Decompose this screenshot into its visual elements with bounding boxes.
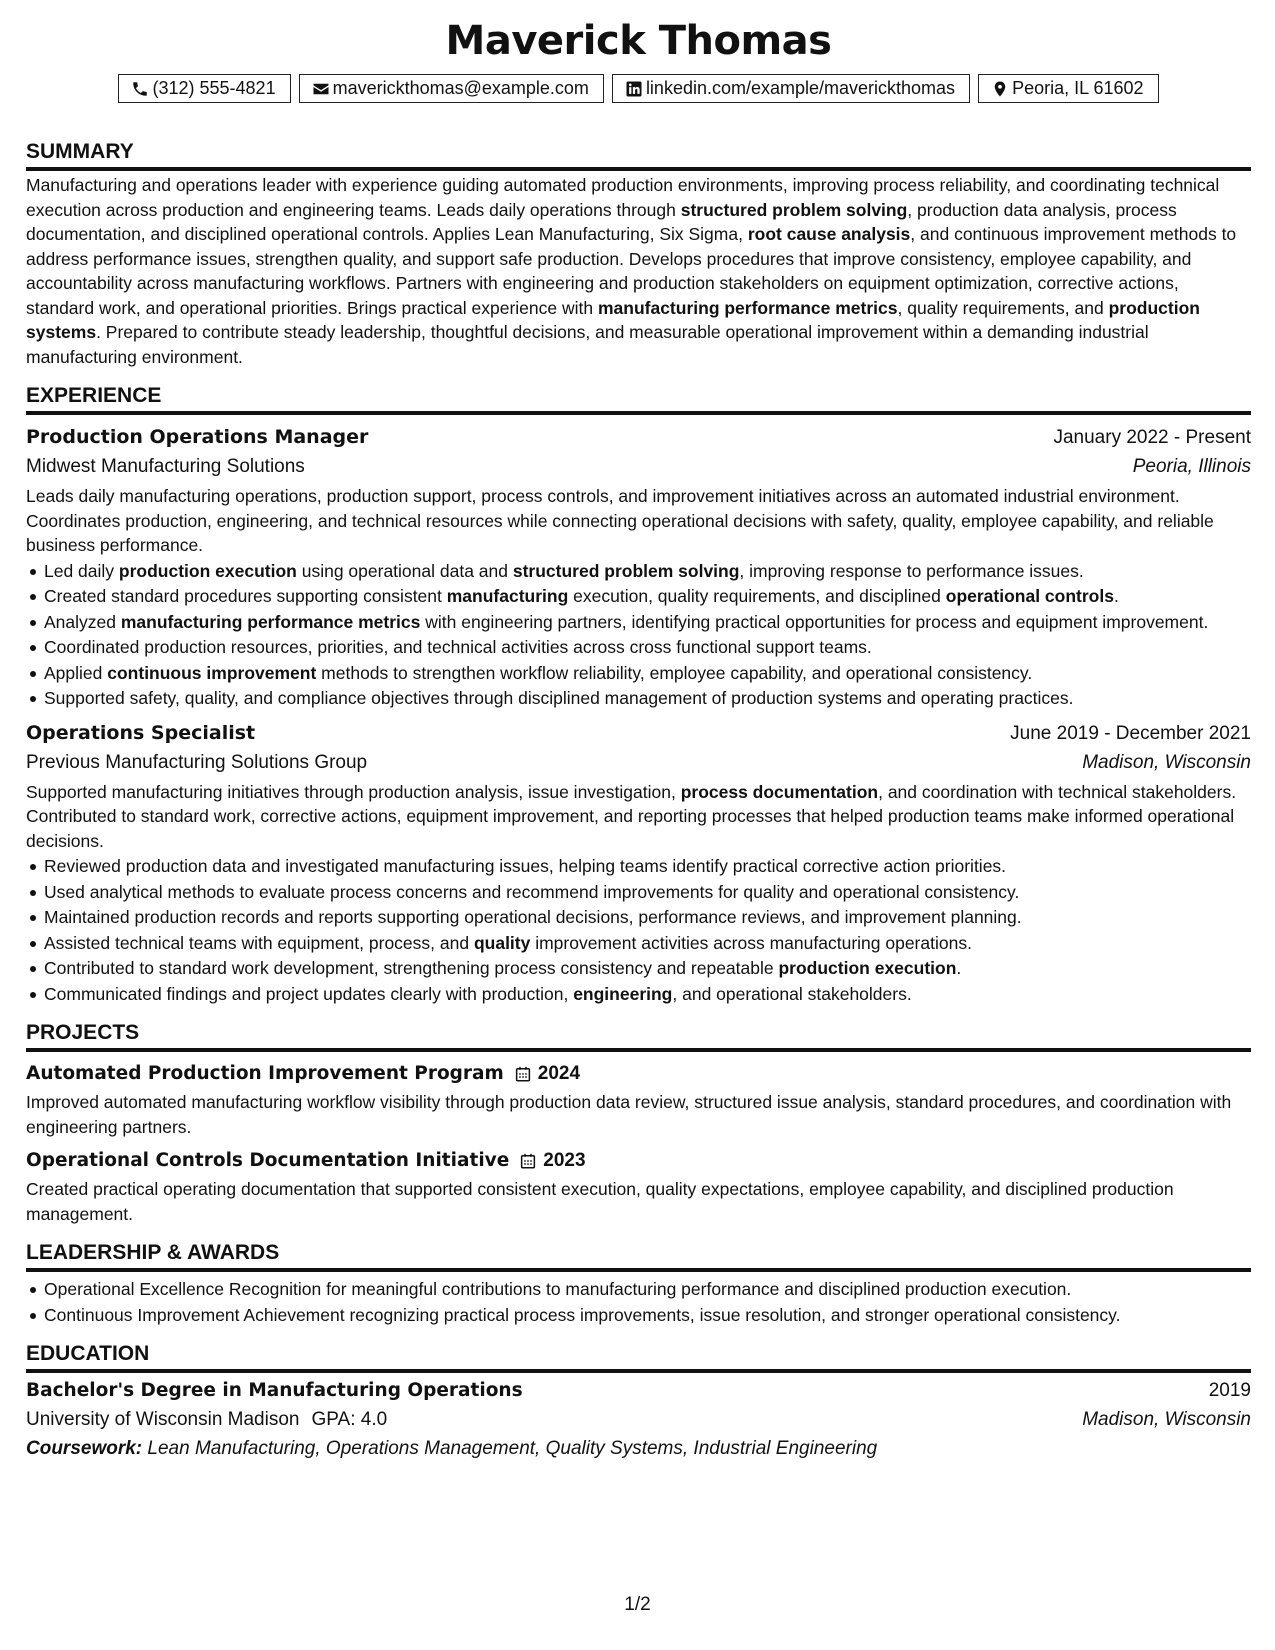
job-dates: January 2022 - Present [1053, 427, 1251, 448]
section-title-experience: EXPERIENCE [26, 383, 1251, 415]
job-company: Midwest Manufacturing Solutions [26, 456, 305, 477]
education-year: 2019 [1208, 1380, 1251, 1401]
bullet-item: Communicated findings and project updates clearly with production, engineering, and operational stakeholders. [44, 983, 1251, 1007]
coursework-label: Coursework: [26, 1438, 143, 1459]
job-description: Supported manufacturing initiatives through production analysis, issue investigation, process documentation, and coordination with technical stakeholders. Contributed to standard work, corrective actions, equipment improvement, and reporting processes that helped production teams make informed operational decisions. [26, 781, 1237, 851]
map-pin-icon [991, 80, 1009, 98]
experience-section [26, 383, 1251, 1006]
job-location: Madison, Wisconsin [1082, 751, 1251, 773]
coursework-list: Lean Manufacturing, Operations Management, Quality Systems, Industrial Engineering [147, 1438, 878, 1459]
job-entry [26, 719, 1251, 1007]
education-location: Madison, Wisconsin [1082, 1409, 1251, 1430]
project-description: Created practical operating documentation that supported consistent execution, quality expectations, employee capability, and disciplined production management. [26, 1179, 1174, 1224]
bullet-item: Applied continuous improvement methods to strengthen workflow reliability, employee capability, and operational consistency. [44, 662, 1251, 686]
page-number: 1/2 [624, 1594, 651, 1615]
calendar-icon [514, 1065, 532, 1083]
contact-email-text: maverickthomas@example.com [332, 78, 589, 98]
project-entry [26, 1060, 1251, 1139]
education-school: University of Wisconsin Madison [26, 1409, 300, 1430]
job-title: Operations Specialist [26, 721, 256, 744]
contact-phone[interactable] [118, 74, 290, 103]
project-year: 2023 [543, 1150, 586, 1171]
contact-email[interactable] [299, 74, 604, 103]
linkedin-icon [625, 80, 643, 98]
project-title: Automated Production Improvement Program [26, 1063, 504, 1084]
award-item: Continuous Improvement Achievement recognizing practical process improvements, issue resolution, and stronger operational consistency. [44, 1304, 1251, 1328]
project-entry [26, 1147, 1251, 1226]
bullet-item: Maintained production records and reports supporting operational decisions, performance reviews, and improvement planning. [44, 906, 1251, 930]
job-bullets [26, 560, 1251, 711]
phone-icon [131, 80, 149, 98]
job-bullets [26, 855, 1251, 1006]
contact-bar [26, 74, 1251, 103]
job-description: Leads daily manufacturing operations, production support, process controls, and improvement initiatives across an automated industrial environment. Coordinates production, engineering, and technical resources while connecting operational decisions with safety, quality, employee capability, and reliable business performance. [26, 486, 1214, 555]
contact-location-text: Peoria, IL 61602 [1012, 78, 1144, 98]
job-entry [26, 423, 1251, 711]
coursework-line [26, 1435, 1251, 1463]
contact-linkedin-text: linkedin.com/example/maverickthomas [645, 78, 956, 98]
project-description: Improved automated manufacturing workflow visibility through production data review, structured issue analysis, standard procedures, and coordination with engineering partners. [26, 1092, 1232, 1137]
summary-text: Manufacturing and operations leader with experience guiding automated production environments, improving process reliability, and coordinating technical execution across production and engineering teams. Leads daily operations through structured problem solving, production data analysis, process documentation, and disciplined operational controls. Applies Lean Manufacturing, Six Sigma, root cause analysis, and continuous improvement methods to address performance issues, strengthen quality, and support safe production. Develops procedures that improve consistency, employee capability, and accountability across manufacturing workflows. Partners with engineering and production stakeholders on equipment optimization, corrective actions, standard work, and operational priorities. Brings practical experience with manufacturing performance metrics, quality requirements, and production systems. Prepared to contribute steady leadership, thoughtful decisions, and measurable operational improvement within a demanding industrial manufacturing environment. [26, 175, 1237, 367]
calendar-icon [519, 1152, 537, 1170]
project-year: 2024 [537, 1063, 581, 1084]
job-dates: June 2019 - December 2021 [1010, 722, 1251, 744]
contact-location [978, 74, 1158, 103]
bullet-item: Reviewed production data and investigated manufacturing issues, helping teams identify practical corrective action priorities. [44, 855, 1251, 879]
bullet-item: Assisted technical teams with equipment, process, and quality improvement activities across manufacturing operations. [44, 932, 1251, 956]
bullet-item: Coordinated production resources, priorities, and technical activities across cross functional support teams. [44, 636, 1251, 660]
education-degree: Bachelor's Degree in Manufacturing Operations [26, 1380, 523, 1401]
bullet-item: Analyzed manufacturing performance metrics with engineering partners, identifying practical opportunities for process and equipment improvement. [44, 611, 1251, 635]
award-item: Operational Excellence Recognition for meaningful contributions to manufacturing performance and disciplined production execution. [44, 1278, 1251, 1302]
education-school-line [26, 1405, 387, 1435]
section-title-summary: SUMMARY [26, 139, 1251, 171]
bullet-item: Contributed to standard work development, strengthening process consistency and repeatable production execution. [44, 957, 1251, 981]
resume-page [26, 16, 1251, 1463]
project-title: Operational Controls Documentation Initiative [26, 1150, 510, 1171]
projects-section [26, 1020, 1251, 1226]
project-year-group [514, 1063, 580, 1085]
envelope-icon [312, 80, 330, 98]
candidate-name: Maverick Thomas [445, 18, 832, 64]
summary-section [26, 139, 1251, 369]
bullet-item: Supported safety, quality, and compliance objectives through disciplined management of production systems and operating practices. [44, 687, 1251, 711]
section-title-education: EDUCATION [26, 1341, 1251, 1373]
section-title-leadership: LEADERSHIP & AWARDS [26, 1240, 1251, 1272]
education-section [26, 1341, 1251, 1463]
job-location: Peoria, Illinois [1132, 456, 1251, 477]
job-title: Production Operations Manager [26, 426, 369, 448]
project-year-group [519, 1150, 585, 1172]
award-list [26, 1278, 1251, 1327]
contact-phone-text: (312) 555-4821 [152, 78, 276, 98]
bullet-item: Led daily production execution using operational data and structured problem solving, improving response to performance issues. [44, 560, 1251, 584]
leadership-section [26, 1240, 1251, 1327]
job-company: Previous Manufacturing Solutions Group [26, 751, 368, 773]
section-title-projects: PROJECTS [26, 1020, 1251, 1052]
education-gpa: GPA: 4.0 [311, 1409, 388, 1430]
bullet-item: Used analytical methods to evaluate process concerns and recommend improvements for quality and operational consistency. [44, 881, 1251, 905]
contact-linkedin[interactable] [612, 74, 970, 103]
bullet-item: Created standard procedures supporting consistent manufacturing execution, quality requirements, and disciplined operational controls. [44, 585, 1251, 609]
